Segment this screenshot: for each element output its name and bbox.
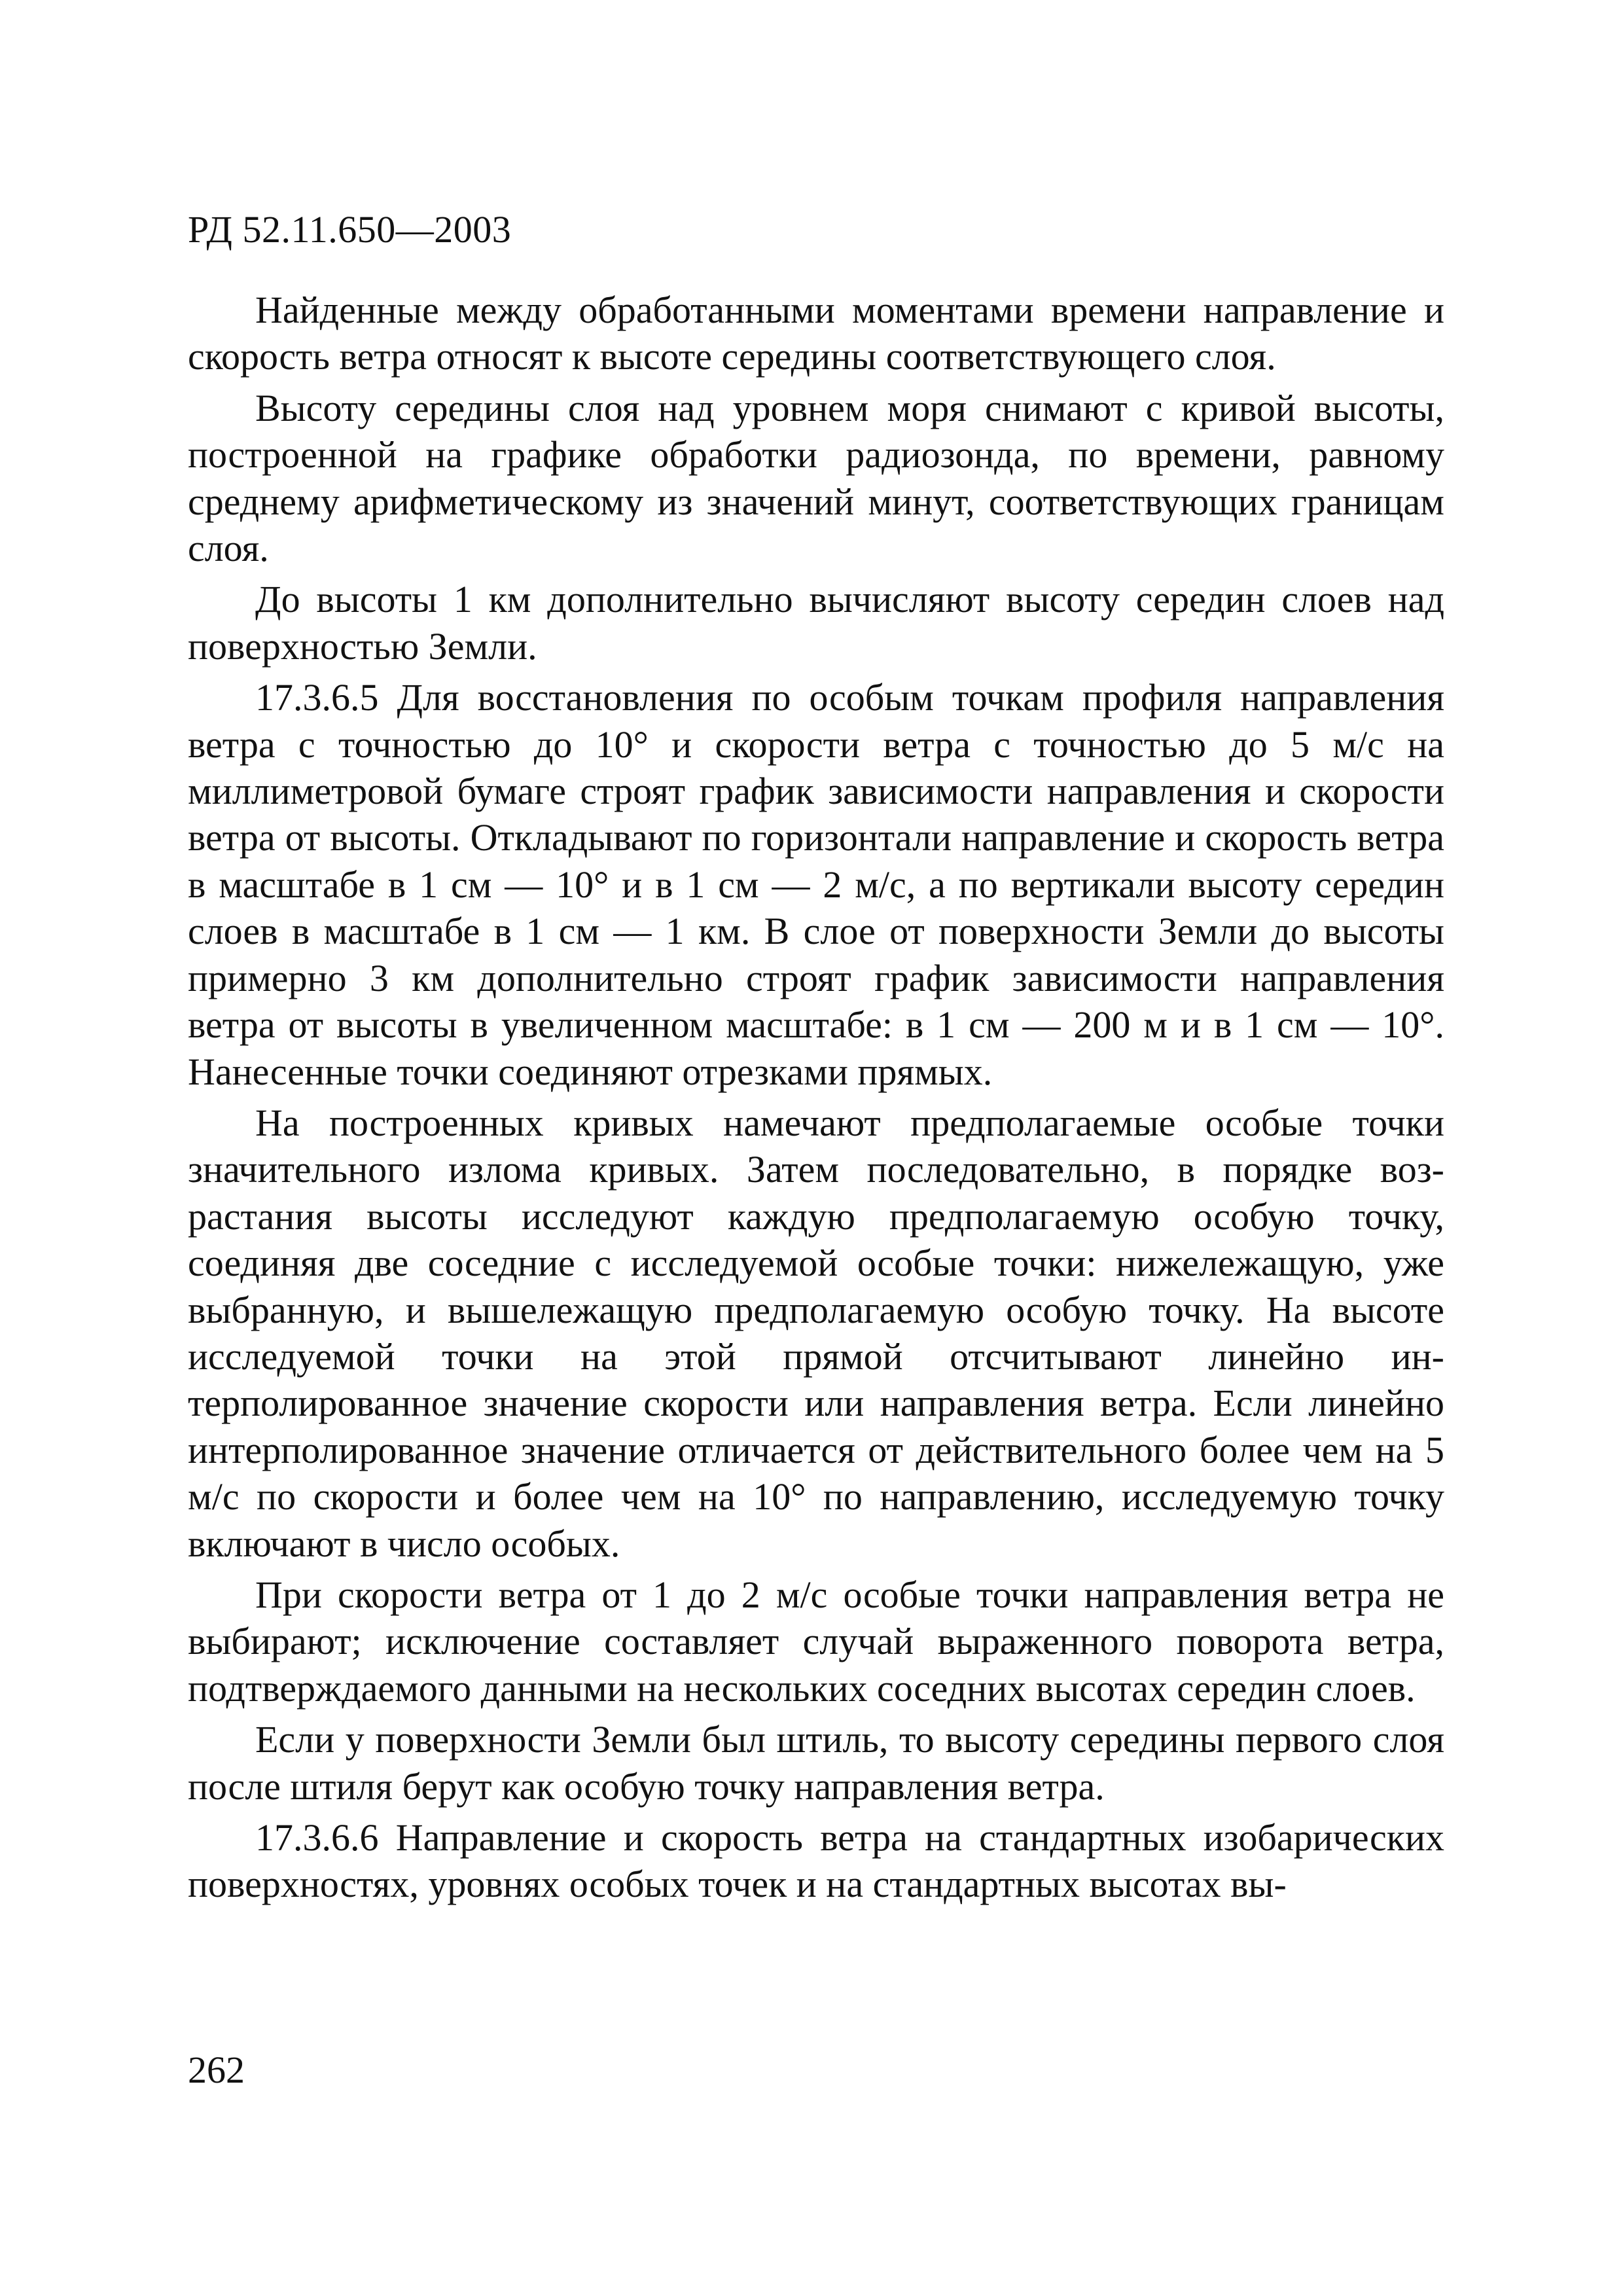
paragraph: При скорости ветра от 1 до 2 м/с особые точки направления ветра не выбирают; исключение составляет случай выраженного поворота ветра, подтверждаемого данными на нескольких соседних высотах середин слоев.	[188, 1573, 1444, 1710]
paragraph: До высоты 1 км дополнительно вычисляют высоту середин слоев над поверхностью Земли.	[188, 578, 1444, 668]
document-body	[188, 287, 1444, 1908]
paragraph: Высоту середины слоя над уровнем моря снимают с кривой высоты, построенной на графике обработки радиозонда, по времени, равному среднему арифметическому из значений минут, соответствующих границам слоя.	[188, 386, 1444, 570]
document-header-code: РД 52.11.650—2003	[188, 208, 512, 251]
paragraph: 17.3.6.5 Для восстановления по особым точкам профиля направления ветра с точностью до 10° и скорости ветра с точностью до 5 м/с на миллиметровой бумаге строят график зависимости направления и скорости ветра от высоты. Откладывают по горизонтали направление и скорость ветра в масштабе в 1 см — 10° и в 1 см — 2 м/с, а по вертикали высоту середин слоев в масштабе в 1 см — 1 км. В слое от поверхности Земли до высоты примерно 3 км дополнительно строят график зависимости направления ветра от высоты в увеличенном масштабе: в 1 см — 200 м и в 1 см — 10°. Нанесенные точки соединяют отрезками прямых.	[188, 676, 1444, 1093]
paragraph: На построенных кривых намечают предполагаемые особые точки значительного излома кривых. Затем последовательно, в порядке возрастания высоты исследуют каждую предполагаемую особую точку, соединяя две соседние с исследуемой особые точки: нижележащую, уже выбранную, и вышележащую предполагаемую особую точку. На высоте исследуемой точки на этой прямой отсчитывают линейно интерполированное значение скорости или направления ветра. Если линейно интерполированное значение отличается от действительного более чем на 5 м/с по скорости и более чем на 10° по направлению, исследуемую точку включают в число особых.	[188, 1101, 1444, 1565]
page-number: 262	[188, 2049, 245, 2091]
paragraph: Найденные между обработанными моментами времени направление и скорость ветра относят к высоте середины соответствующего слоя.	[188, 289, 1444, 378]
paragraph: 17.3.6.6 Направление и скорость ветра на стандартных изобарических поверхностях, уровнях особых точек и на стандартных высотах вы-	[188, 1816, 1444, 1906]
paragraph: Если у поверхности Земли был штиль, то высоту середины первого слоя после штиля берут как особую точку направления ветра.	[188, 1718, 1444, 1808]
